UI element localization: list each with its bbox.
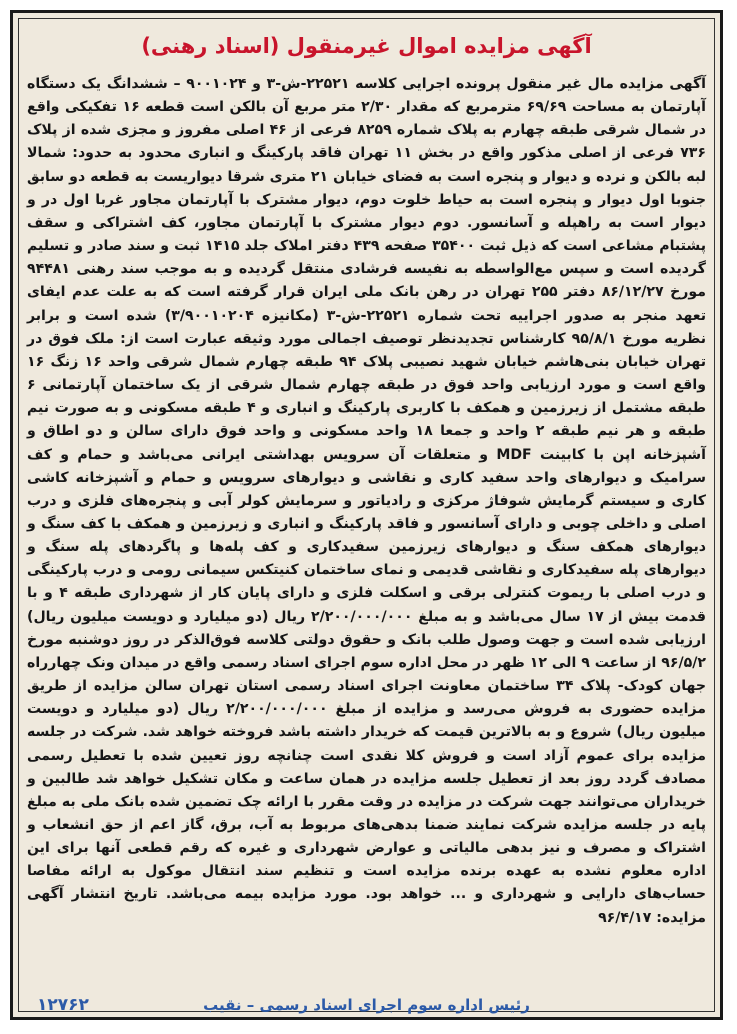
notice-title: آگهی مزایده اموال غیرمنقول (اسناد رهنی) (141, 34, 592, 58)
notice-code: ۱۲۷۶۲ (37, 995, 89, 1015)
notice-signature: رئیس اداره سوم اجرای اسناد رسمی – نقیب (203, 996, 530, 1014)
notice-frame (10, 10, 723, 1020)
notice-body: آگهی مزایده مال غیر منقول پرونده اجرایی کلاسه ۲۲۵۲۱-ش-۳ و ۹۰۰۱۰۲۴ – ششدانگ یک دستگاه آپارتمان به مساحت ۶۹/۶۹ مترمربع که مقدار ۲/۳۰ متر مربع آن بالکن است قطعه ۱۶ تفکیکی واقع در شمال شرقی طبقه چهارم به پلاک شماره ۸۲۵۹ فرعی از ۴۶ اصلی مفروز و مجزی شده از پلاک ۷۳۶ فرعی از اصلی مذکور واقع در بخش ۱۱ تهران فاقد پارکینگ و انباری محدود به حدود: شمالا لبه بالکن و نرده و دیوار و پنجره است به فضای خیابان ۲۱ متری شرقا دیواریست به قطعه دو سابق جنوبا اول دیوار و پنجره است به حیاط خلوت دوم، دیوار مشترک با آپارتمان مجاور غربا اول در و دیوار است به راهپله و آسانسور. دوم دیوار مشترک با آپارتمان مجاور، کف اشتراکی و سقف پشتبام مشاعی است که ذیل ثبت ۳۵۴۰۰ صفحه ۴۳۹ دفتر املاک جلد ۱۴۱۵ ثبت و سند صادر و تسلیم گردیده است و سپس مع‌الواسطه به نفیسه فرشادی منتقل گردیده و به موجب سند رهنی ۹۴۴۸۱ مورخ ۸۶/۱۲/۲۷ دفتر ۲۵۵ تهران در رهن بانک ملی ایران قرار گرفته است که به علت عدم ایفای تعهد منجر به صدور اجراییه تحت شماره ۲۲۵۲۱-ش-۳ (مکانیزه ۳/۹۰۰۱۰۲۰۴) شده است و برابر نظریه مورخ ۹۵/۸/۱ کارشناس تجدیدنظر توصیف اجمالی مورد وثیقه عبارت است از: ملک فوق در تهران خیابان بنی‌هاشم خیابان شهید نصیبی پلاک ۹۴ طبقه چهارم شمال شرقی واحد ۱۶ زنگ ۱۶ واقع است و مورد ارزیابی واحد فوق در طبقه چهارم شمال شرقی از یک ساختمان آپارتمانی ۶ طبقه مشتمل از زیرزمین و همکف با کاربری پارکینگ و انباری و ۴ طبقه مسکونی و به صورت نیم طبقه و هر نیم طبقه ۲ واحد و جمعا ۱۸ واحد مسکونی و واحد فوق دارای سالن و دو اطاق و آشپزخانه اپن با کابینت MDF و متعلقات آن سرویس بهداشتی ایرانی می‌باشد و حمام و کف سرامیک و دیوارهای واحد سفید کاری و نقاشی و دیوارهای سرویس و حمام و آشپزخانه کاشی کاری و سیستم گرمایش شوفاژ مرکزی و رادیاتور و سرمایش کولر آبی و پنجره‌های فلزی و درب اصلی و داخلی چوبی و دارای آسانسور و فاقد پارکینگ و انباری و زیرزمین و همکف با کف سنگ و دیوارهای همکف سنگ و دیوارهای زیرزمین سفیدکاری و کف پله‌ها و پاگردهای پله سنگ و دیوارهای پله سفیدکاری و نقاشی قدیمی و نمای ساختمان کنیتکس سیمانی رومی و درب پارکینگی و درب اصلی با ریموت کنترلی برقی و اسکلت فلزی و دارای پایان کار از شهرداری طبقه ۴ و با قدمت بیش از ۱۷ سال می‌باشد و به مبلغ ۲/۲۰۰/۰۰۰/۰۰۰ ریال (دو میلیارد و دویست میلیون ریال) ارزیابی شده است و جهت وصول طلب بانک و حقوق دولتی کلاسه فوق‌الذکر در روز دوشنبه مورخ ۹۶/۵/۲ از ساعت ۹ الی ۱۲ ظهر در محل اداره سوم اجرای اسناد رسمی واقع در میدان ونک چهارراه جهان کودک- پلاک ۳۴ ساختمان معاونت اجرای اسناد رسمی استان تهران سالن مزایده از طریق مزایده حضوری به فروش می‌رسد و مزایده از مبلغ ۲/۲۰۰/۰۰۰/۰۰۰ ریال (دو میلیارد و دویست میلیون ریال) شروع و به بالاترین قیمت که خریدار داشته باشد فروخته خواهد شد. شرکت در جلسه مزایده برای عموم آزاد است و فروش کلا نقدی است چنانچه روز تعیین شده با تعطیل رسمی مصادف گردد روز بعد از تعطیل جلسه مزایده در همان ساعت و مکان تشکیل خواهد شد طالبین و خریداران می‌توانند جهت شرکت در مزایده در وقت مقرر با ارائه چک تضمین شده بانک ملی به مبلغ پایه در جلسه مزایده شرکت نمایند ضمنا بدهی‌های مربوط به آب، برق، گاز اعم از حق انشعاب و اشتراک و مصرف و نیز بدهی مالیاتی و عوارض شهرداری و غیره که رقم قطعی آنها برای این اداره معلوم نشده به عهده برنده مزایده است و تنظیم سند انتقال موکول به ارائه مفاصا حساب‌های دارایی و شهرداری و ... خواهد بود. مورد مزایده بیمه می‌باشد. تاریخ انتشار آگهی مزایده: ۹۶/۴/۱۷ (27, 76, 707, 926)
